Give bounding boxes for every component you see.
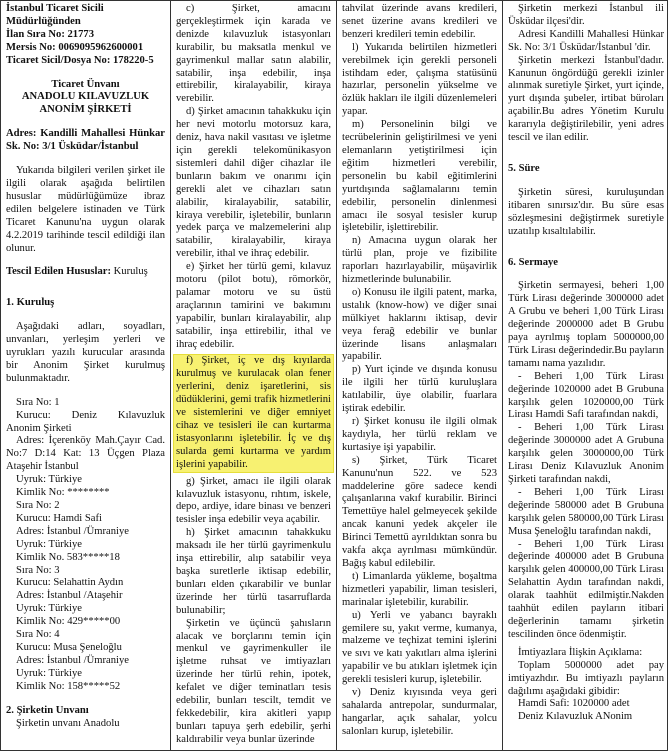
founder-line: Kurucu: Hamdi Safi bbox=[16, 512, 102, 524]
capital-text: Şirketin sermayesi, beheri 1,00 Türk Lirası değerinde 3000000 adet A Grubu ve beheri 1,00 Türk Lirası değerinde 2000000 adet B Grubu paya ayrılmış toplam 5000000,00 Türk Lirası değerindedir.Bu payların tamamı nama yazılıdır. bbox=[508, 280, 664, 369]
column-4 bbox=[503, 1, 668, 750]
founder-line: Uyruk: Türkiye bbox=[16, 474, 83, 486]
section-2-text: Şirketin unvanı Anadolu bbox=[16, 717, 120, 729]
headquarters-text: Şirketin merkezi İstanbul ili Üsküdar ilçesi'dir. bbox=[508, 3, 664, 27]
column-3 bbox=[337, 1, 503, 750]
registered-matters bbox=[6, 266, 165, 279]
registered-value: Kuruluş bbox=[113, 266, 148, 278]
founder-line: Sıra No: 1 bbox=[16, 396, 60, 408]
clause-p: p) Yurt içinde ve dışında konusu ile ilgili her türlü kuruluşlara katılabilir, üye olabilir, fuarlara iştirak edebilir. bbox=[342, 364, 497, 415]
clause-h-continued: Şirketin ve üçüncü şahısların alacak ve borçlarını temin için menkul ve gayrimenkuller ile işletme ruhsat ve imtiyazları üzerinde her türlü rehin, ipotek, kefalet ve diğer teminatları tesis edebilir, bunları tescilt, temdit ve fekkedebilir, kira akitleri yapıp bunları tapuya şerh edebilir, şerhi kaldırabilir veya bunlar üzerinde bbox=[176, 617, 331, 745]
section-6-title: 6. Sermaye bbox=[508, 256, 559, 268]
clause-s: s) Şirket, Türk Ticaret Kanunu'nun 522. ve 523 maddelerine göre sadece kendi çalışanlarına vakıf kurabilir. Birinci Temettüye halel gelmeyecek şekilde ancak kanuni yedek akçeler ile Birinci Temettü ayrıldıktan sonra bu vakfa akça ayrılması mümkündür. Bağış kabul edilebilir. bbox=[342, 454, 497, 569]
capital-share-deniz: - Beheri 1,00 Türk Lirası değerinde 3000000 adet A Grubuna karşılık gelen 3000000,00 Türk Lirası Deniz Kılavuzluk Anonim Şirketi tarafından nakdi, bbox=[508, 422, 664, 485]
founder-line: Sıra No: 2 bbox=[16, 500, 60, 511]
clause-n: n) Amacına uygun olarak her türlü plan, proje ve fizibilite raporları hazırlayabilir, müşavirlik hizmetlerinde bulunabilir. bbox=[342, 235, 497, 286]
column-1 bbox=[1, 1, 171, 750]
capital-share-musa: - Beheri 1,00 Türk Lirası değerinde 580000 adet B Grubuna karşılık gelen 580000,00 Türk Lirası Musa Şeneloğlu tarafından nakdi, bbox=[508, 486, 664, 537]
clause-g: g) Şirket, amacı ile ilgili olarak kılavuzluk istasyonu, rıhtım, iskele, depo, ardiye, idare binası ve benzeri tesisler inşa edebilir veya açabilir. bbox=[176, 475, 331, 526]
section-5-title: 5. Süre bbox=[508, 162, 540, 174]
founder-line: Uyruk: Türkiye bbox=[16, 538, 83, 550]
founder-line: Kurucu: Deniz Kılavuzluk Anonim Şirketi bbox=[6, 409, 165, 434]
registry-name: İstanbul Ticaret Sicili Müdürlüğünden bbox=[6, 3, 104, 27]
intro-paragraph: Yukarıda bilgileri verilen şirket ile ilgili olarak aşağıda belirtilen hususlar müdürlüğümüze ibraz edilen belgelere istinaden ve Türk Ticaret Kanunu'na uygun olarak 4.2.2019 tarihinde tescil edildiği ilan olunur. bbox=[6, 165, 165, 254]
clause-t: t) Limanlarda yükleme, boşaltma hizmetleri yapabilir, liman tesisleri, marinalar işletebilir, kurabilir. bbox=[342, 570, 497, 608]
clause-e: e) Şirket her türlü gemi, kılavuz motoru (pilot botu), römorkör, palamar motoru ve su üstü araçlarının tamirini ve bakımını yapabilir, bunları kiralayabilir, alıp satabilir, inşa ettirebilir, ithal ve ihraç edebilir. bbox=[176, 261, 331, 350]
clause-v: v) Deniz kıyısında veya geri sahalarda antrepolar, sundurmalar, hangarlar, açık sahalar, yolcu salonları kurup, işletebilir. bbox=[342, 687, 497, 737]
clause-u: u) Yerli ve yabancı bayraklı gemilere su, yakıt verme, kumanya, malzeme ve teçhizat temini işlerini ve sıvı ve katı yakıtları alma işlerini yapabilir ve bu atıkları işletmek için gerekli tesisleri kurup, işletebilir. bbox=[342, 609, 497, 686]
headquarters-details: Şirketin merkezi İstanbul'dadır. Kanunun öngördüğü gerekli izinler alınmak suretiyle Şirket, yurt içinde, yurt dışında şubeler, irtibat büroları açabilir.Bu adres Yönetim Kurulu kararıyla değiştirilebilir, yeni adres tescil ve ilan edilir. bbox=[508, 54, 664, 144]
registry-header bbox=[6, 3, 165, 68]
founder-line: Uyruk: Türkiye bbox=[16, 603, 83, 615]
founder-line: Sıra No: 4 bbox=[16, 629, 60, 641]
clause-c: c) Şirket, amacını gerçekleştirmek için karada ve denizde kılavuzluk istasyonları kurabilir, bu maksatla menkul ve gayrimenkul mallar satın alabilir, satabilir, inşa edebilir, inşa ettirebilir, kiralayabilir, kiraya verebilir. bbox=[176, 3, 331, 105]
clause-k-continued: tahvilat üzerinde avans kredileri, senet üzerine avans kredileri ve benzeri kredileri temin edebilir. bbox=[342, 3, 497, 40]
clause-r: r) Şirket konusu ile ilgili olmak kaydıyla, her türlü reklam ve kurtasiye işi yapabilir. bbox=[342, 416, 497, 453]
founder-line: Kimlik No: 158*****52 bbox=[16, 680, 121, 692]
privilege-deniz: Deniz Kılavuzluk ANonim bbox=[518, 711, 633, 723]
founder-line: Kurucu: Selahattin Aydın bbox=[16, 577, 124, 589]
section-1-text: Aşağıdaki adları, soyadları, unvanları, yerleşim yerleri ve uyrukları yazılı kurucular arasında bir Anonim Şirket kurulmuş bulunmaktadır. bbox=[6, 321, 165, 384]
founder-line: Adres: İçerenköy Mah.Çayır Cad. No:7 D:14 Kat: 13 Üçgen Plaza Ataşehir İstanbul bbox=[6, 435, 165, 473]
founder-line: Adres: İstanbul /Ataşehir bbox=[16, 590, 123, 602]
registered-label: Tescil Edilen Hususlar: bbox=[6, 266, 111, 278]
capital-share-selahattin: - Beheri 1,00 Türk Lirası değerinde 400000 adet B Grubuna karşılık gelen 400000,00 Türk Lirası Selahattin Aydın tarafından nakdi, olarak taahhüt edilmiştir.Nakden taahhüt edilen payların itibari değerlerinin tamamı şirketin tescilinden önce ödenmiştir. bbox=[508, 538, 664, 640]
capital-share-hamdi: - Beheri 1,00 Türk Lirası değerinde 1020000 adet B Grubuna karşılık gelen 1020000,00 Türk Lirası Hamdi Safi tarafından nakdi, bbox=[508, 370, 664, 421]
clause-d: d) Şirket amacının tahakkuku için her nevi motorlu motorsuz kara, deniz, hava nakil vasıtası ve işletme için gerekli telekomünikasyon sistemleri dahil diğer cihazlar ile bunların bakım ve onarımı için gerekli alet ve cihazları satın alabilir, kiralayabilir, satabilir, kiraya verebilir, işletebilir, bunların yedek parça ve malzemelerini alıp satabilir, kiralayabilir, kiraya verebilir, ithal ve ihraç edebilir. bbox=[176, 106, 331, 260]
founder-line: Kimlik No: ******** bbox=[16, 487, 110, 499]
clause-l: l) Yukarıda belirtilen hizmetleri verebilmek için gerekli personeli istihdam eder, çalışma statüsünü hazırlar, personelin yükselme ve özlük hakları ile ilgili düzenlemeleri yapar. bbox=[342, 41, 497, 118]
company-name: ANADOLU KILAVUZLUK ANONİM ŞİRKETİ bbox=[21, 91, 150, 116]
clause-m: m) Personelinin bilgi ve tecrübelerinin geliştirilmesi ve yeni elemanların yetiştirilmesi için eğitim hizmetleri verebilir, personelin bu kabil eğitimlerini yurtdışında sağlamalarını temin edebilir, personelin dinlenmesi amacı ile sosyal tesisler kurup işletebilir, işlettirebilir. bbox=[342, 119, 497, 234]
founder-line: Kimlik No: 429*****00 bbox=[16, 616, 121, 628]
founder-line: Kimlik No. 583*****18 bbox=[16, 551, 120, 563]
trade-name-label: Ticaret Ünvanı bbox=[51, 78, 120, 90]
founder-line: Sıra No: 3 bbox=[16, 564, 60, 576]
company-address: Adres: Kandilli Mahallesi Hünkar Sk. No: 3/1 Üsküdar/İstanbul bbox=[6, 128, 165, 153]
privileges-text: Toplam 5000000 adet pay imtiyazhdır. Bu imtiyazlı payların dağılımı aşağıdaki gibidir: bbox=[508, 659, 664, 697]
founder-line: Adres: İstanbul /Ümraniye bbox=[16, 525, 129, 537]
headquarters-address: Adresi Kandilli Mahallesi Hünkar Sk. No: 3/1 Üsküdar/İstanbul 'dir. bbox=[508, 28, 664, 53]
clause-f-highlighted: f) Şirket, iç ve dış kıyılarda kurulmuş ve kurulacak olan fener yerlerini, deniz işaretlerini, sis düdüklerini, gemi trafik hizmetlerini ve sistemlerini ve diğer emniyet cihaz ve tesisleri ile can kurtarma istasyonlarını işletebilir. İç ve dış sularda gemi kurtarma ve yardım işlerini yapabilir. bbox=[176, 355, 331, 470]
founder-line: Kurucu: Musa Şeneloğlu bbox=[16, 641, 122, 653]
announcement-no: İlan Sıra No: 21773 bbox=[6, 28, 94, 40]
column-2 bbox=[171, 1, 337, 750]
founder-line: Uyruk: Türkiye bbox=[16, 667, 83, 679]
clause-h: h) Şirket amacının tahakkuku maksadı ile her türlü gayrimenkulu inşa ettirebilir, alıp satabilir veya başka suretlerle iktisap edebilir, bunları elden çıkarabilir ve bunlar üzerinde her türlü tasarruflarda bulunabilir; bbox=[176, 527, 331, 616]
registry-file-no: Ticaret Sicil/Dosya No: 178220-5 bbox=[6, 54, 154, 66]
section-1-title: 1. Kuruluş bbox=[6, 297, 55, 309]
mersis-no: Mersis No: 0069095962600001 bbox=[6, 41, 144, 53]
privileges-heading: İmtiyazlara İlişkin Açıklama: bbox=[518, 646, 643, 658]
section-5-text: Şirketin süresi, kuruluşundan itibaren sınırsız'dır. Bu süre esas sözleşmesini değiştirmek suretiyle uzatılıp kısaltılabilir. bbox=[508, 186, 664, 237]
privilege-hamdi: Hamdi Safi: 1020000 adet bbox=[518, 698, 630, 710]
section-2-title: 2. Şirketin Unvanı bbox=[6, 704, 89, 716]
founders-list bbox=[6, 397, 165, 694]
clause-o: o) Konusu ile ilgili patent, marka, ustalık (know-how) ve diğer sınai mülkiyet haklarını iktisap, devir veya ferağ edebilir ve bunlar üzerinde lisans anlaşmaları yapabilir. bbox=[342, 286, 497, 363]
founder-line: Adres: İstanbul /Ümraniye bbox=[16, 654, 129, 666]
